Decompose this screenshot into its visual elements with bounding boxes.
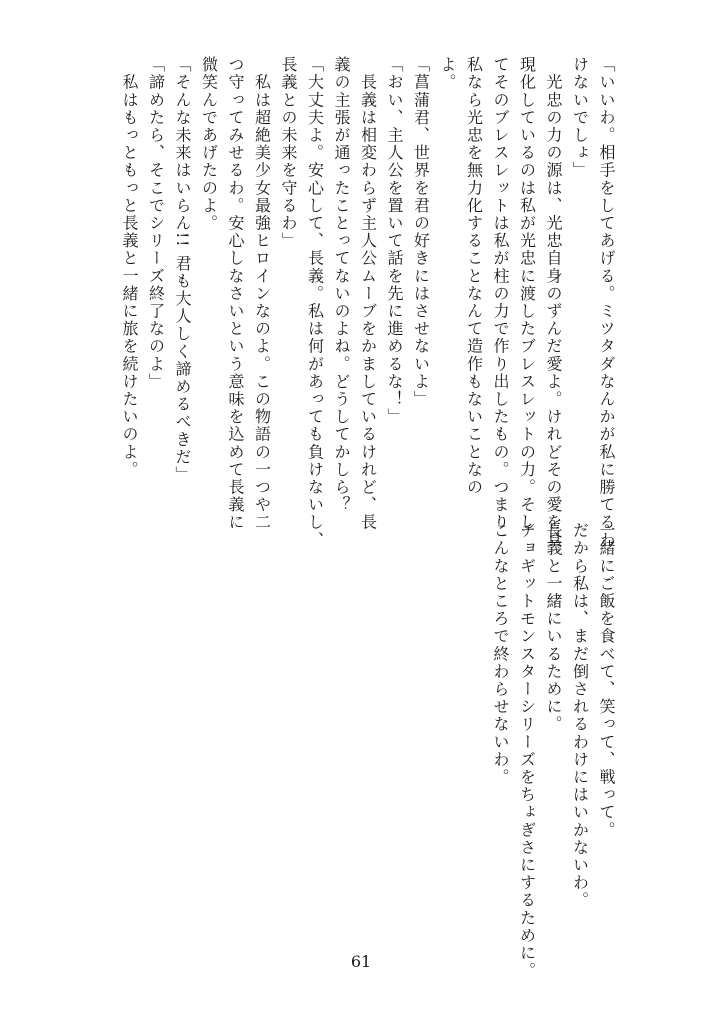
text-line: だから私は、まだ倒されるわけにはいかないわ。 xyxy=(570,522,590,910)
text-line: 私なら光忠を無力化することなんて造作もないことなの xyxy=(464,56,484,496)
text-line: 「諦めたら、そこでシリーズ終了なのよ」 xyxy=(146,56,166,391)
text-line: 現化しているのは私が光忠に渡したブレスレットの力。そし xyxy=(517,56,537,532)
text-line: 長義と一緒にいるために。 xyxy=(544,522,563,734)
text-line: 微笑んであげたのよ。 xyxy=(199,56,219,232)
text-line: 光忠の力の源は、光忠自身のずんだ愛よ。けれどその愛を具 xyxy=(544,56,563,549)
text-line: 私は超絶美少女最強ヒロインなのよ。この物語の一つや二 xyxy=(252,56,272,532)
text-line: てそのブレスレットは私が柱の力で作り出したもの。つまり xyxy=(491,56,510,532)
text-line: 長義との未来を守るわ」 xyxy=(279,56,298,250)
upper-text-block xyxy=(116,56,620,549)
text-line: こんなところで終わらせないわ。 xyxy=(491,522,510,786)
text-line: チョギットモンスターシリーズをちょぎさにするために。 xyxy=(517,522,537,980)
text-line: よ。 xyxy=(438,56,457,92)
text-line: 長義は相変わらず主人公ムーブをかましているけれど、長 xyxy=(358,56,378,532)
text-line: 「いいわ。相手をしてあげる。ミツタダなんかが私に勝てるわ xyxy=(597,56,616,549)
text-line: 私はもっともっと長義と一緒に旅を続けたいのよ。 xyxy=(120,56,139,479)
text-line: 一緒にご飯を食べて、笑って、戦って。 xyxy=(597,522,616,839)
page-number: 61 xyxy=(350,952,372,971)
text-line: 「大丈夫よ。安心して、長義。私は何があっても負けないし、 xyxy=(305,56,325,549)
lower-text-block xyxy=(487,522,620,980)
text-line: 「菖蒲君、世界を君の好きにはさせないよ」 xyxy=(411,56,431,408)
text-line: つ守ってみせるわ。安心しなさいという意味を込めて長義に xyxy=(226,56,245,532)
text-line: 義の主張が通ったことってないのよね。どうしてかしら？ xyxy=(332,56,351,514)
text-line: 「そんな未来はいらん!! 君も大人しく諦めるべきだ」 xyxy=(173,56,192,484)
text-line: けないでしょ」 xyxy=(570,56,590,180)
text-line: 「おい、主人公を置いて話を先に進めるな！」 xyxy=(385,56,404,426)
